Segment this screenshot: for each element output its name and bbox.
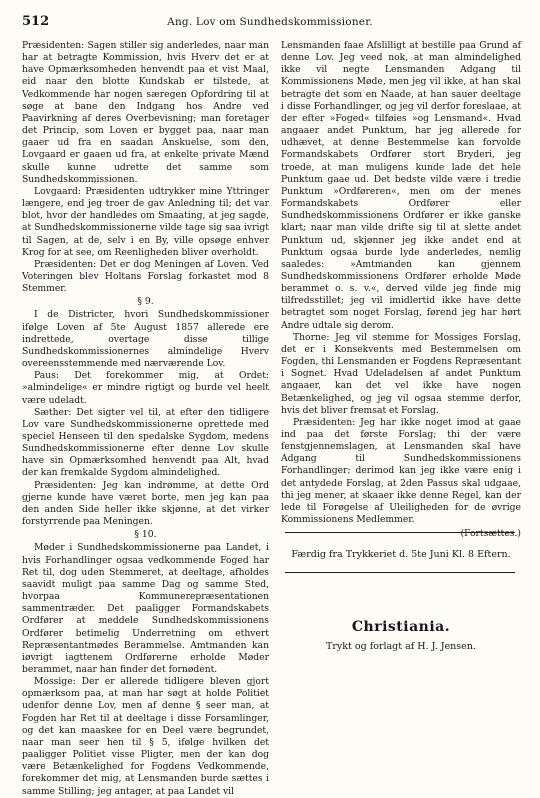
imprint-printer: Trykt og forlagt af H. J. Jensen.: [326, 641, 476, 652]
left-column: [22, 40, 269, 798]
paragraph: Præsidenten: Det er dog Meningen af Loven. Ved Voteringen blev Holtans Forslag forkastet mod 8 Stemmer.: [22, 258, 269, 295]
paragraph: Sæther: Det sigter vel til, at efter den tidligere Lov vare Sundhedskommissionerne oprettede med speciel Henseen til den spedalske Sygdom, medens Sundhedskommissionerne efter denne Lov skulle have sin Opmærksomhed henvendt paa Alt, hvad der kan fremkalde Sygdom almindelighed.: [22, 406, 269, 479]
page-number: 512: [22, 14, 50, 29]
imprint-city: Christiania.: [351, 619, 451, 635]
paragraph: Thorne: Jeg vil stemme for Mossiges Forslag, det er i Konsekvents med Bestemmelsen om Fogden, thi Lensmanden er Fogdens Repræsentant i Sognet. Hvad Udeladelsen af andet Punktum angaaer, kan det vel ikke have nogen Betænkelighed, og jeg vil ogsaa stemme derfor, hvis det bliver fremsat et Forslag.: [281, 331, 521, 416]
divider-rule: [285, 572, 515, 573]
right-column: [281, 40, 521, 540]
paragraph: Præsidenten: Jeg har ikke noget imod at gaae ind paa det første Forslag; thi der være fenstgjennemslagen, at Lensmanden skal have Adgang til Sundhedskommissionens Forhandlinger; derimod kan jeg ikke være enig i det antydede Forslag, at 2den Passus skal udgaae, thi jeg mener, at skaaer ikke denne Regel, kan der lede til Forøgelse af Uleiligheden for de øvrige Kommissionens Medlemmer.: [281, 416, 521, 526]
section-heading: § 10.: [134, 529, 157, 541]
section-heading: § 9.: [137, 296, 154, 308]
law-text: Møder i Sundhedskommissionerne paa Landet, i hvis Forhandlinger ogsaa vedkommende Foged har Ret til, dog uden Stemmeret, at deeltage, afholdes saavidt muligt paa samme Dag og samme Sted, hvorpaa Kommunerepræsentationen sammentræder. Det paaligger Formandskabets Ordfører at meddele Sundhedskommissionens Ordfører betimelig Underretning om ethvert Repræsentantmødes Berammelse. Amtmanden kan iøvrigt iagttenem Ordførerne erholde Møder berammet, naar han finder det fornødent.: [22, 542, 269, 675]
divider-rule: [285, 532, 515, 533]
paragraph: Mossige: Der er allerede tidligere bleven gjort opmærksom paa, at man har søgt at holde Politiet udenfor denne Lov, men af denne § seer man, at Fogden har Ret til at deeltage i disse Forsamlinger, og det kan maaskee for en Deel være begrundet, naar man seer hen til § 5, ifølge hvilken det paaligger Politiet visse Pligter, men der kan dog være Betænkelighed for Fogdens Vedkommende, forekommer det mig, at Lensmanden burde sættes i samme Stilling; jeg antager, at paa Landet vil: [22, 676, 269, 797]
paragraph: Præsidenten: Jeg kan indrømme, at dette Ord gjerne kunde have været borte, men jeg kan paa den anden Side heller ikke skjønne, at det virker forstyrrende paa Meningen.: [22, 479, 269, 528]
paragraph: Lovgaard: Præsidenten udtrykker mine Yttringer længere, end jeg troer de gav Anledning til; det var blot, hvor der handledes om Smaating, at jeg sagde, at Sundhedskommissionerne vilde tage sig saa ivrigt til Sagen, at de, selv i en By, ville opsøge enhver Krog for at see, om Reenligheden bliver overholdt.: [22, 185, 269, 258]
paragraph: Paus: Det forekommer mig, at Ordet: »almindelige« er mindre rigtigt og burde vel heelt være udeladt.: [22, 370, 269, 406]
page-header: [22, 14, 518, 34]
paragraph: Lensmanden faae Afslilligt at bestille paa Grund af denne Lov. Jeg veed nok, at man almindelighed ikke vil negte Lensmanden Adgang til Kommissionens Møde, men jeg vil ikke, at han skal betragte det som en Naade, at han sauer deeltage i disse Forhandlinger, og jeg vil derfor foreslaae, at der efter »Foged« tilføies »og Lensmand«. Hvad angaaer andet Punktum, har jeg allerede for udhævet, at denne Bestemmelse kan forvolde Formandskabets Ordfører stort Bryderi, jeg troede, at man muligens kunde lade det hele Punktum gaae ud. Det bedste vilde være i tredie Punktum »Ordføreren«, men om der menes Formandskabets Ordfører eller Sundhedskommissionens Ordfører er ikke ganske klart; naar man vilde drifte sig til at slette andet Punktum ud, skjønner jeg ikke andet end at Punktum ogsaa burde lyde anderledes, nemlig saaledes: »Amtmanden kan gjennem Sundhedskommissionens Ordfører erholde Møde berammet o. s. v.«, derved vilde jeg finde mig tilfredsstillet; jeg vil imidlertid ikke have dette betragtet som noget Forslag, førend jeg har hørt Andre udtale sig derom.: [281, 40, 521, 331]
running-title: Ang. Lov om Sundhedskommissioner.: [167, 16, 373, 28]
paragraph: Præsidenten: Sagen stiller sig anderledes, naar man har at betragte Kommission, hvis Hverv det er at have Opmærksomheden henvendt paa et vist Maal, eid naar den blotte Kundskab er tilstede, at Vedkommende har nogen særegen Opfordring til at søge at bane den Indgang hos Andre ved Paavirkning af deres Overbevisning; man foretager det Princip, som Loven er bygget paa, naar man gaaer ud fra en saadan Anskuelse, som den, Lovgaard er gaaen ud fra, at enkelte private Mænd skulle kunne udrette det samme som Sundhedskommissionen.: [22, 40, 269, 185]
publication-notice: Færdig fra Trykkeriet d. 5te Juni Kl. 8 Eftern.: [291, 549, 511, 560]
law-text: I de Districter, hvori Sundhedskommissioner ifølge Loven af 5te August 1857 allerede ere indrettede, overtage disse tillige Sundhedskommissionernes almindelige Hverv overeensstemmende med nærværende Lov.: [22, 309, 269, 370]
continuation-note: (Fortsættes.): [460, 528, 521, 540]
